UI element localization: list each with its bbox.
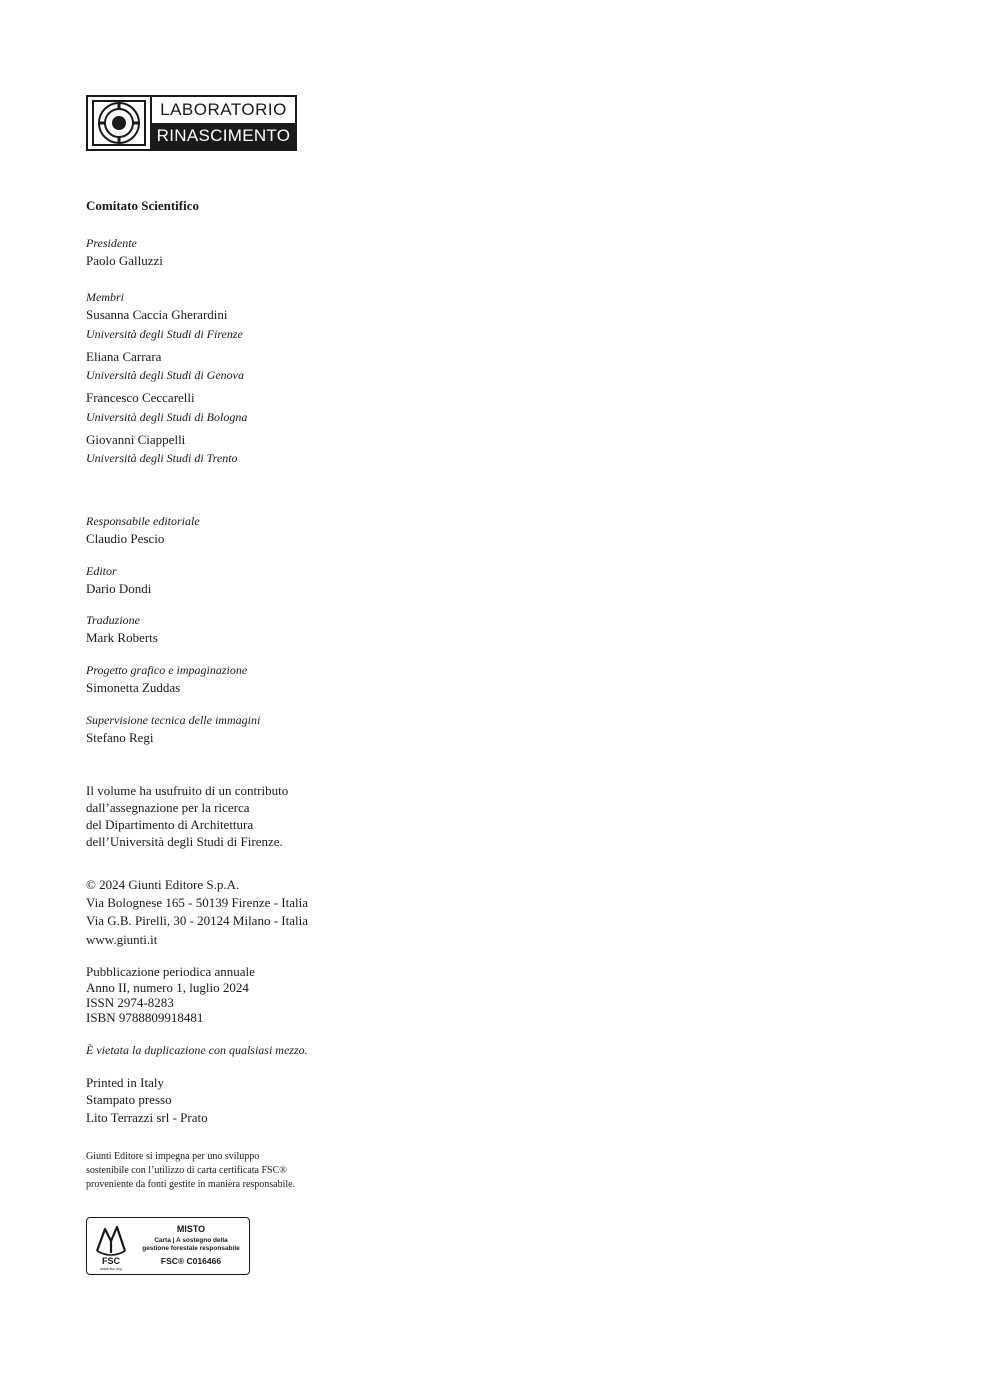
credit-name: Mark Roberts: [86, 630, 158, 645]
committee-title: Comitato Scientifico: [86, 198, 200, 213]
fsc-desc-line: gestione forestale responsabile: [142, 1245, 240, 1252]
credit-role: Progetto grafico e impaginazione: [86, 663, 248, 677]
contribution-line: Il volume ha usufruito di un contributo: [86, 783, 289, 798]
sustainability-line: proveniente da fonti gestite in maniera responsabile.: [86, 1179, 296, 1190]
member-name: Susanna Caccia Gherardini: [86, 307, 228, 322]
credit-role: Responsabile editoriale: [86, 514, 200, 528]
contribution-line: del Dipartimento di Architettura: [86, 817, 254, 832]
fsc-tree-icon: [91, 1221, 131, 1271]
publisher-line: Via Bolognese 165 - 50139 Firenze - Italia: [86, 895, 308, 910]
sustainability-line: sostenibile con l’utilizzo di carta certificata FSC®: [86, 1165, 287, 1176]
credit-role: Supervisione tecnica delle immagini: [86, 713, 261, 727]
printing-line: Stampato presso: [86, 1092, 172, 1107]
fsc-label: [86, 1217, 250, 1275]
publisher-line: Via G.B. Pirelli, 30 - 20124 Milano - Italia: [86, 913, 308, 928]
isbn: ISBN 9788809918481: [86, 1010, 204, 1025]
publication-line: Anno II, numero 1, luglio 2024: [86, 980, 249, 995]
member-affiliation: Università degli Studi di Firenze: [86, 327, 243, 341]
laboratorio-rinascimento-logo: [86, 95, 297, 151]
credit-name: Stefano Regi: [86, 730, 154, 745]
fsc-desc-line: Carta | A sostegno della: [154, 1237, 228, 1244]
fsc-text-block: [135, 1224, 247, 1267]
member-affiliation: Università degli Studi di Genova: [86, 368, 244, 382]
member-name: Giovanni Ciappelli: [86, 432, 186, 447]
member-name: Eliana Carrara: [86, 349, 162, 364]
logo-line-rinascimento: RINASCIMENTO: [152, 123, 295, 149]
issn: ISSN 2974-8283: [86, 995, 174, 1010]
members-label: Membri: [86, 290, 124, 304]
member-name: Francesco Ceccarelli: [86, 390, 195, 405]
credit-name: Claudio Pescio: [86, 531, 165, 546]
president-label: Presidente: [86, 236, 137, 250]
contribution-line: dall’assegnazione per la ricerca: [86, 800, 250, 815]
laboratorio-rinascimento-emblem-icon: [88, 97, 152, 149]
credit-role: Traduzione: [86, 613, 141, 627]
publisher-line: © 2024 Giunti Editore S.p.A.: [86, 877, 240, 892]
fsc-logo-text: FSC: [102, 1256, 120, 1266]
member-affiliation: Università degli Studi di Bologna: [86, 410, 248, 424]
credit-name: Dario Dondi: [86, 581, 152, 596]
credit-role: Editor: [86, 564, 117, 578]
publication-line: Pubblicazione periodica annuale: [86, 964, 255, 979]
contribution-line: dell’Università degli Studi di Firenze.: [86, 834, 283, 849]
printing-line: Printed in Italy: [86, 1075, 164, 1090]
copyright-notice: È vietata la duplicazione con qualsiasi mezzo.: [86, 1043, 308, 1057]
member-affiliation: Università degli Studi di Trento: [86, 451, 238, 465]
fsc-website: www.fsc.org: [100, 1266, 122, 1271]
publisher-website: www.giunti.it: [86, 932, 158, 947]
printing-line: Lito Terrazzi srl - Prato: [86, 1110, 208, 1125]
fsc-code: FSC® C016466: [160, 1256, 222, 1266]
president-name: Paolo Galluzzi: [86, 253, 163, 268]
sustainability-line: Giunti Editore si impegna per uno sviluppo: [86, 1151, 260, 1162]
logo-line-laboratorio: LABORATORIO: [160, 100, 287, 119]
fsc-misto: MISTO: [176, 1224, 206, 1234]
credit-name: Simonetta Zuddas: [86, 680, 181, 695]
